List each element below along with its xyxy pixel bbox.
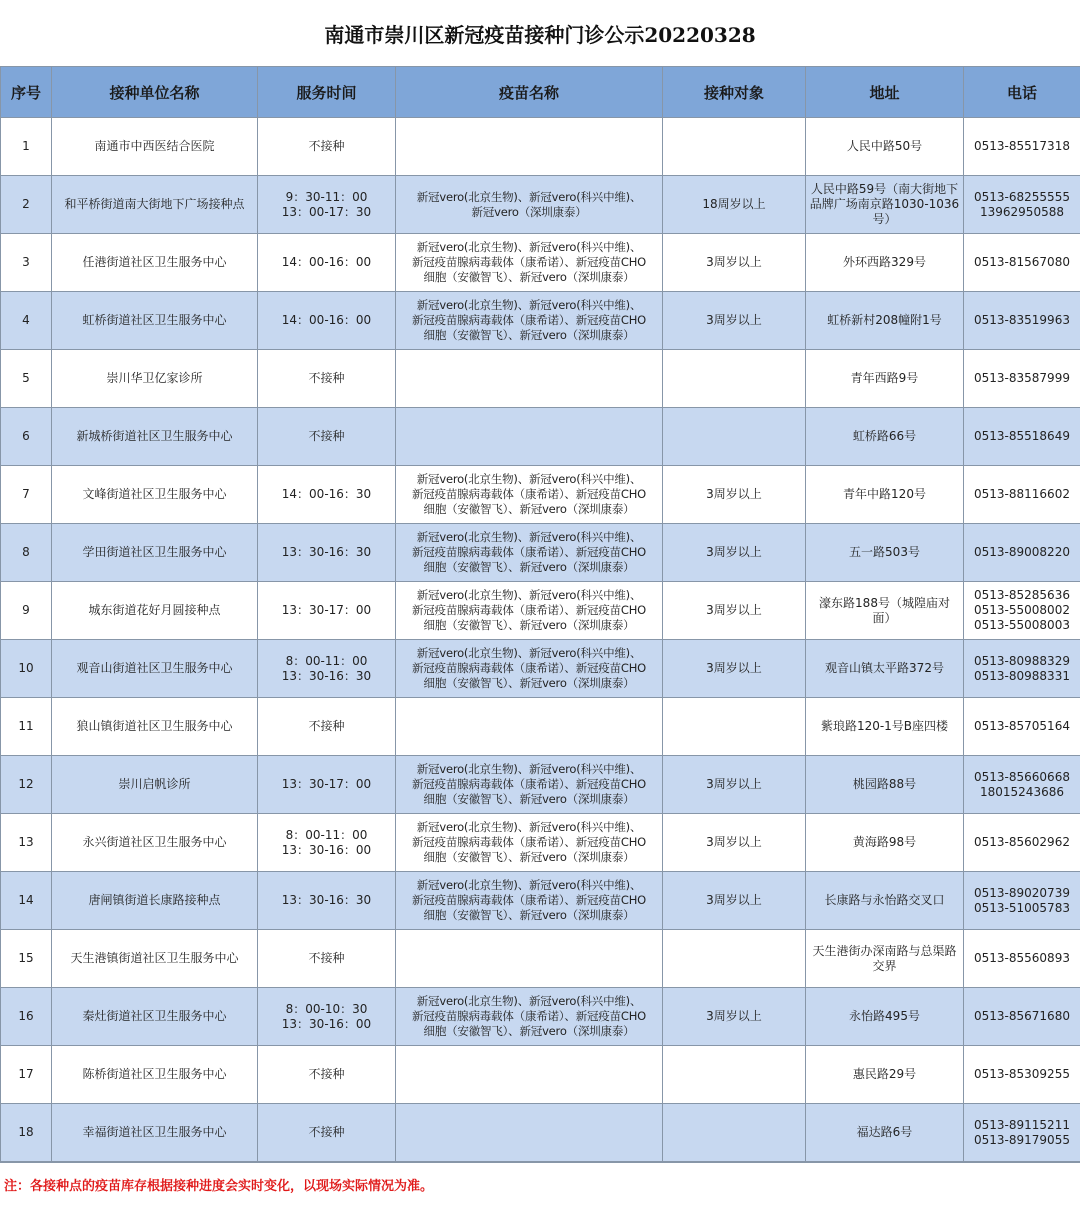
- clinic-table: [0, 66, 1080, 1162]
- cell-address: [806, 466, 964, 524]
- cell-phone-line: 0513-83587999: [974, 371, 1070, 385]
- cell-unit: 幸福街道社区卫生服务中心: [52, 1104, 258, 1162]
- cell-time: [258, 1104, 396, 1162]
- cell-vaccine: [396, 640, 663, 698]
- cell-phone-line: 0513-85671680: [974, 1009, 1070, 1023]
- cell-unit: 秦灶街道社区卫生服务中心: [52, 988, 258, 1046]
- cell-vaccine-line: 细胞（安徽智飞）、新冠vero（深圳康泰）: [423, 560, 635, 574]
- cell-phone: [964, 930, 1080, 988]
- cell-address: [806, 988, 964, 1046]
- cell-time-line: 不接种: [308, 719, 345, 733]
- cell-time: [258, 756, 396, 814]
- cell-time: [258, 930, 396, 988]
- cell-unit: 任港街道社区卫生服务中心: [52, 234, 258, 292]
- cell-vaccine: [396, 872, 663, 930]
- cell-time-line: 不接种: [308, 429, 345, 443]
- cell-time: [258, 582, 396, 640]
- cell-address-line: 青年中路120号: [843, 487, 926, 501]
- cell-target: 3周岁以上: [663, 640, 806, 698]
- cell-vaccine-line: 新冠疫苗腺病毒载体（康希诺）、新冠疫苗CHO: [411, 255, 647, 269]
- header-no: 序号: [1, 67, 52, 118]
- cell-phone: [964, 292, 1080, 350]
- cell-phone-line: 0513-81567080: [974, 255, 1070, 269]
- cell-phone-line: 13962950588: [980, 204, 1064, 219]
- cell-vaccine-line: 新冠vero(北京生物)、新冠vero(科兴中维)、: [416, 588, 642, 602]
- cell-unit: 城东街道花好月圆接种点: [52, 582, 258, 640]
- cell-vaccine-line: 新冠疫苗腺病毒载体（康希诺）、新冠疫苗CHO: [411, 1009, 647, 1023]
- cell-no: 8: [1, 524, 52, 582]
- cell-phone-line: 0513-88116602: [974, 487, 1070, 501]
- cell-phone-line: 0513-55008002: [974, 603, 1070, 617]
- cell-vaccine-line: 细胞（安徽智飞）、新冠vero（深圳康泰）: [423, 850, 635, 864]
- cell-address: [806, 640, 964, 698]
- cell-address: [806, 698, 964, 756]
- cell-phone: [964, 872, 1080, 930]
- cell-vaccine: [396, 292, 663, 350]
- cell-vaccine: [396, 756, 663, 814]
- cell-vaccine-line: 新冠vero(北京生物)、新冠vero(科兴中维)、: [416, 762, 642, 776]
- table-row: [1, 1046, 1080, 1104]
- cell-time-line: 8：00-11：00: [285, 827, 368, 842]
- cell-time-line: 不接种: [308, 1125, 345, 1139]
- cell-time-line: 13：30-17：00: [281, 603, 372, 617]
- cell-phone: [964, 698, 1080, 756]
- cell-time: [258, 1046, 396, 1104]
- cell-vaccine-line: 新冠vero(北京生物)、新冠vero(科兴中维)、: [416, 646, 642, 660]
- cell-unit: 虹桥街道社区卫生服务中心: [52, 292, 258, 350]
- cell-vaccine: [396, 524, 663, 582]
- cell-time-line: 8：00-11：00: [285, 653, 368, 668]
- cell-time-line: 13：30-16：30: [281, 668, 372, 683]
- cell-address-line: 观音山镇太平路372号: [825, 661, 944, 675]
- cell-phone: [964, 756, 1080, 814]
- cell-no: 4: [1, 292, 52, 350]
- header-time: 服务时间: [258, 67, 396, 118]
- cell-phone: [964, 640, 1080, 698]
- header-phone: 电话: [964, 67, 1080, 118]
- cell-address: [806, 872, 964, 930]
- table-row: [1, 1104, 1080, 1162]
- cell-address-line: 五一路503号: [849, 545, 920, 559]
- cell-address-line: 濠东路188号（城隍庙对: [819, 595, 950, 610]
- cell-no: 12: [1, 756, 52, 814]
- cell-address-line: 青年西路9号: [850, 371, 919, 385]
- cell-address-line: 惠民路29号: [852, 1067, 917, 1081]
- cell-address-line: 品牌广场南京路1030-1036: [809, 197, 960, 211]
- cell-time-line: 14：00-16：30: [281, 487, 372, 501]
- cell-phone-line: 0513-85309255: [974, 1067, 1070, 1081]
- cell-phone-line: 0513-89020739: [974, 885, 1070, 900]
- header-address: 地址: [806, 67, 964, 118]
- cell-target: 3周岁以上: [663, 466, 806, 524]
- cell-vaccine-line: 新冠vero(北京生物)、新冠vero(科兴中维)、: [416, 878, 642, 892]
- cell-vaccine: [396, 176, 663, 234]
- table-row: [1, 234, 1080, 292]
- cell-time-line: 不接种: [308, 951, 345, 965]
- cell-time-line: 8：00-10：30: [285, 1001, 368, 1016]
- cell-no: 2: [1, 176, 52, 234]
- cell-vaccine-line: 新冠vero(北京生物)、新冠vero(科兴中维)、: [416, 820, 642, 834]
- cell-vaccine-line: 新冠疫苗腺病毒载体（康希诺）、新冠疫苗CHO: [411, 313, 647, 327]
- cell-vaccine-line: 新冠vero(北京生物)、新冠vero(科兴中维)、: [416, 189, 642, 204]
- cell-target: 3周岁以上: [663, 582, 806, 640]
- cell-address-line: 人民中路50号: [846, 139, 923, 153]
- cell-vaccine-line: 新冠vero(北京生物)、新冠vero(科兴中维)、: [416, 530, 642, 544]
- cell-time: [258, 350, 396, 408]
- cell-time: [258, 872, 396, 930]
- cell-phone-line: 0513-85285636: [974, 588, 1070, 602]
- cell-vaccine-line: 细胞（安徽智飞）、新冠vero（深圳康泰）: [423, 502, 635, 516]
- cell-address-line: 虹桥路66号: [852, 429, 917, 443]
- cell-vaccine-line: 新冠疫苗腺病毒载体（康希诺）、新冠疫苗CHO: [411, 835, 647, 849]
- cell-phone: [964, 582, 1080, 640]
- cell-time: [258, 234, 396, 292]
- cell-target: 3周岁以上: [663, 814, 806, 872]
- cell-vaccine: [396, 466, 663, 524]
- cell-phone-line: 0513-85705164: [974, 719, 1070, 733]
- cell-time-line: 不接种: [308, 139, 345, 153]
- cell-phone-line: 0513-89115211: [974, 1117, 1070, 1132]
- cell-vaccine-line: 细胞（安徽智飞）、新冠vero（深圳康泰）: [423, 270, 635, 284]
- cell-vaccine-line: 新冠vero(北京生物)、新冠vero(科兴中维)、: [416, 472, 642, 486]
- table-row: [1, 756, 1080, 814]
- table-row: [1, 408, 1080, 466]
- cell-phone-line: 0513-55008003: [974, 618, 1070, 632]
- cell-phone-line: 0513-51005783: [974, 900, 1070, 915]
- cell-vaccine-line: 新冠疫苗腺病毒载体（康希诺）、新冠疫苗CHO: [411, 777, 647, 791]
- cell-vaccine-line: 细胞（安徽智飞）、新冠vero（深圳康泰）: [423, 328, 635, 342]
- cell-vaccine: [396, 350, 663, 408]
- cell-unit: 天生港镇街道社区卫生服务中心: [52, 930, 258, 988]
- cell-address-line: 天生港街办深南路与总渠路: [812, 943, 957, 958]
- cell-phone-line: 0513-89008220: [974, 545, 1070, 559]
- cell-no: 13: [1, 814, 52, 872]
- cell-unit: 新城桥街道社区卫生服务中心: [52, 408, 258, 466]
- cell-vaccine: [396, 698, 663, 756]
- cell-vaccine-line: 新冠疫苗腺病毒载体（康希诺）、新冠疫苗CHO: [411, 545, 647, 559]
- cell-phone: [964, 350, 1080, 408]
- header-vaccine: 疫苗名称: [396, 67, 663, 118]
- cell-time: [258, 814, 396, 872]
- cell-vaccine: [396, 814, 663, 872]
- cell-phone: [964, 234, 1080, 292]
- cell-target: 3周岁以上: [663, 756, 806, 814]
- table-row: [1, 118, 1080, 176]
- cell-time-line: 14：00-16：00: [281, 255, 372, 269]
- header-target: 接种对象: [663, 67, 806, 118]
- cell-address-line: 黄海路98号: [852, 835, 917, 849]
- cell-unit: 和平桥街道南大街地下广场接种点: [52, 176, 258, 234]
- cell-time: [258, 698, 396, 756]
- cell-phone-line: 0513-85518649: [974, 429, 1070, 443]
- cell-time-line: 13：30-16：30: [281, 893, 372, 907]
- cell-target: [663, 118, 806, 176]
- cell-time-line: 不接种: [308, 1067, 345, 1081]
- cell-phone: [964, 814, 1080, 872]
- cell-phone: [964, 1104, 1080, 1162]
- cell-time: [258, 466, 396, 524]
- cell-unit: 永兴街道社区卫生服务中心: [52, 814, 258, 872]
- cell-time: [258, 118, 396, 176]
- cell-time: [258, 988, 396, 1046]
- cell-time-line: 13：30-16：00: [281, 842, 372, 857]
- cell-vaccine: [396, 582, 663, 640]
- cell-address: [806, 582, 964, 640]
- cell-phone-line: 0513-85517318: [974, 139, 1070, 153]
- table-row: [1, 814, 1080, 872]
- cell-vaccine: [396, 234, 663, 292]
- cell-vaccine: [396, 1104, 663, 1162]
- cell-no: 17: [1, 1046, 52, 1104]
- cell-time: [258, 292, 396, 350]
- table-row: [1, 292, 1080, 350]
- cell-phone: [964, 176, 1080, 234]
- cell-time-line: 13：00-17：30: [281, 204, 372, 219]
- cell-vaccine-line: 细胞（安徽智飞）、新冠vero（深圳康泰）: [423, 676, 635, 690]
- cell-time: [258, 640, 396, 698]
- cell-target: [663, 408, 806, 466]
- cell-no: 16: [1, 988, 52, 1046]
- cell-time: [258, 524, 396, 582]
- cell-address-line: 桃园路88号: [852, 777, 917, 791]
- cell-target: 3周岁以上: [663, 234, 806, 292]
- cell-vaccine: [396, 988, 663, 1046]
- table-row: [1, 640, 1080, 698]
- cell-vaccine-line: 新冠vero（深圳康泰）: [471, 204, 587, 219]
- cell-phone-line: 0513-85602962: [974, 835, 1070, 849]
- cell-vaccine-line: 新冠疫苗腺病毒载体（康希诺）、新冠疫苗CHO: [411, 893, 647, 907]
- cell-phone: [964, 466, 1080, 524]
- cell-address-line: 号）: [872, 212, 897, 226]
- cell-time: [258, 176, 396, 234]
- table-row: [1, 698, 1080, 756]
- cell-unit: 南通市中西医结合医院: [52, 118, 258, 176]
- table-row: [1, 350, 1080, 408]
- cell-no: 10: [1, 640, 52, 698]
- cell-time-line: 不接种: [308, 371, 345, 385]
- footnote: 注：各接种点的疫苗库存根据接种进度会实时变化，以现场实际情况为准。: [0, 1162, 1080, 1206]
- cell-target: [663, 930, 806, 988]
- table-row: [1, 582, 1080, 640]
- cell-phone-line: 0513-80988329: [974, 653, 1070, 668]
- cell-vaccine: [396, 408, 663, 466]
- cell-phone: [964, 408, 1080, 466]
- cell-address-line: 人民中路59号（南大街地下: [810, 182, 959, 196]
- cell-address: [806, 118, 964, 176]
- cell-address-line: 外环西路329号: [843, 255, 926, 269]
- cell-address-line: 福达路6号: [856, 1125, 913, 1139]
- cell-phone-line: 0513-68255555: [974, 189, 1070, 204]
- cell-no: 7: [1, 466, 52, 524]
- cell-phone-line: 0513-85660668: [974, 769, 1070, 784]
- cell-time-line: 9：30-11：00: [285, 189, 368, 204]
- cell-unit: 文峰街道社区卫生服务中心: [52, 466, 258, 524]
- cell-vaccine-line: 新冠疫苗腺病毒载体（康希诺）、新冠疫苗CHO: [411, 661, 647, 675]
- cell-time-line: 14：00-16：00: [281, 313, 372, 327]
- cell-unit: 陈桥街道社区卫生服务中心: [52, 1046, 258, 1104]
- table-row: [1, 524, 1080, 582]
- cell-address-line: 永怡路495号: [849, 1009, 920, 1023]
- cell-target: 18周岁以上: [663, 176, 806, 234]
- cell-no: 1: [1, 118, 52, 176]
- cell-time: [258, 408, 396, 466]
- cell-unit: 崇川启帆诊所: [52, 756, 258, 814]
- cell-address-line: 虹桥新村208幢附1号: [827, 313, 942, 327]
- cell-target: 3周岁以上: [663, 988, 806, 1046]
- cell-vaccine-line: 细胞（安徽智飞）、新冠vero（深圳康泰）: [423, 618, 635, 632]
- cell-vaccine-line: 新冠疫苗腺病毒载体（康希诺）、新冠疫苗CHO: [411, 487, 647, 501]
- table-row: [1, 872, 1080, 930]
- cell-target: [663, 698, 806, 756]
- cell-address: [806, 524, 964, 582]
- cell-vaccine: [396, 1046, 663, 1104]
- cell-no: 5: [1, 350, 52, 408]
- cell-phone-line: 18015243686: [980, 784, 1064, 799]
- cell-address-line: 交界: [872, 958, 897, 973]
- cell-no: 11: [1, 698, 52, 756]
- cell-address: [806, 1104, 964, 1162]
- cell-unit: 狼山镇街道社区卫生服务中心: [52, 698, 258, 756]
- cell-no: 3: [1, 234, 52, 292]
- cell-no: 15: [1, 930, 52, 988]
- table-row: [1, 988, 1080, 1046]
- cell-phone: [964, 1046, 1080, 1104]
- cell-vaccine-line: 细胞（安徽智飞）、新冠vero（深圳康泰）: [423, 792, 635, 806]
- cell-time-line: 13：30-16：00: [281, 1016, 372, 1031]
- cell-address: [806, 756, 964, 814]
- cell-target: 3周岁以上: [663, 292, 806, 350]
- cell-target: 3周岁以上: [663, 524, 806, 582]
- cell-phone-line: 0513-83519963: [974, 313, 1070, 327]
- cell-vaccine-line: 新冠疫苗腺病毒载体（康希诺）、新冠疫苗CHO: [411, 603, 647, 617]
- cell-vaccine-line: 细胞（安徽智飞）、新冠vero（深圳康泰）: [423, 908, 635, 922]
- cell-phone: [964, 118, 1080, 176]
- cell-phone-line: 0513-80988331: [974, 668, 1070, 683]
- cell-no: 9: [1, 582, 52, 640]
- cell-phone: [964, 524, 1080, 582]
- cell-address-line: 长康路与永怡路交叉口: [824, 893, 945, 907]
- cell-no: 6: [1, 408, 52, 466]
- table-header-row: [1, 67, 1080, 118]
- cell-vaccine-line: 细胞（安徽智飞）、新冠vero（深圳康泰）: [423, 1024, 635, 1038]
- cell-vaccine: [396, 118, 663, 176]
- cell-target: [663, 1104, 806, 1162]
- cell-address: [806, 1046, 964, 1104]
- cell-time-line: 13：30-17：00: [281, 777, 372, 791]
- table-row: [1, 930, 1080, 988]
- cell-address: [806, 292, 964, 350]
- cell-target: [663, 350, 806, 408]
- cell-vaccine: [396, 930, 663, 988]
- cell-time-line: 13：30-16：30: [281, 545, 372, 559]
- header-unit: 接种单位名称: [52, 67, 258, 118]
- cell-address: [806, 234, 964, 292]
- cell-unit: 观音山街道社区卫生服务中心: [52, 640, 258, 698]
- cell-no: 14: [1, 872, 52, 930]
- cell-phone-line: 0513-85560893: [974, 951, 1070, 965]
- cell-address-line: 面）: [872, 610, 897, 625]
- cell-target: 3周岁以上: [663, 872, 806, 930]
- cell-address: [806, 176, 964, 234]
- cell-address-line: 紫琅路120-1号B座四楼: [820, 719, 949, 733]
- cell-no: 18: [1, 1104, 52, 1162]
- cell-unit: 唐闸镇街道长康路接种点: [52, 872, 258, 930]
- cell-target: [663, 1046, 806, 1104]
- cell-unit: 学田街道社区卫生服务中心: [52, 524, 258, 582]
- cell-phone: [964, 988, 1080, 1046]
- cell-vaccine-line: 新冠vero(北京生物)、新冠vero(科兴中维)、: [416, 994, 642, 1008]
- page-title: 南通市崇川区新冠疫苗接种门诊公示20220328: [0, 0, 1080, 67]
- cell-address: [806, 408, 964, 466]
- cell-vaccine-line: 新冠vero(北京生物)、新冠vero(科兴中维)、: [416, 298, 642, 312]
- cell-address: [806, 930, 964, 988]
- cell-unit: 崇川华卫亿家诊所: [52, 350, 258, 408]
- table-row: [1, 176, 1080, 234]
- cell-phone-line: 0513-89179055: [974, 1132, 1070, 1147]
- table-row: [1, 466, 1080, 524]
- cell-vaccine-line: 新冠vero(北京生物)、新冠vero(科兴中维)、: [416, 240, 642, 254]
- cell-address: [806, 350, 964, 408]
- cell-address: [806, 814, 964, 872]
